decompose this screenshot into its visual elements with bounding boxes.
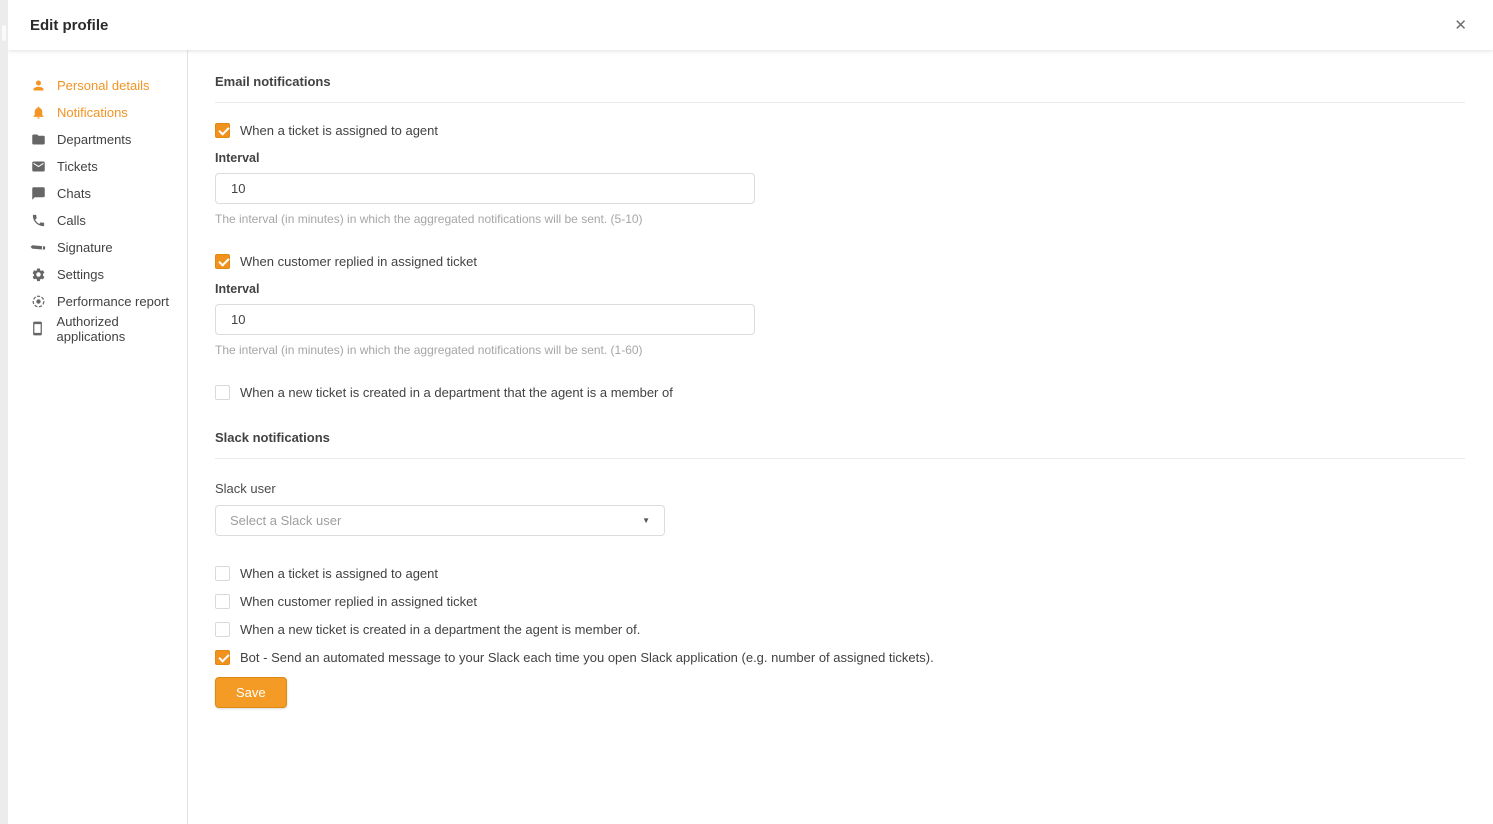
sidebar-item-label: Performance report — [57, 294, 169, 309]
folder-icon — [30, 132, 46, 148]
sidebar-item-label: Tickets — [57, 159, 98, 174]
interval-input-assigned[interactable] — [215, 173, 755, 204]
checkbox-row-email-ticket-assigned[interactable] — [215, 123, 1465, 138]
sidebar-item-notifications[interactable] — [8, 99, 187, 126]
target-icon — [30, 294, 46, 310]
dialog-header — [8, 0, 1493, 50]
checkbox-slack-bot-message[interactable] — [215, 650, 230, 665]
checkbox-row-email-new-ticket-department[interactable] — [215, 385, 1465, 400]
checkbox-row-slack-new-ticket-department[interactable] — [215, 622, 1465, 637]
interval-label: Interval — [215, 282, 260, 296]
interval-helper-text: The interval (in minutes) in which the aggregated notifications will be sent. (5-10) — [215, 212, 643, 226]
sidebar-item-settings[interactable] — [8, 261, 187, 288]
sidebar-item-personal-details[interactable] — [8, 72, 187, 99]
checkbox-row-email-customer-replied[interactable] — [215, 254, 1465, 269]
interval-input-replied[interactable] — [215, 304, 755, 335]
checkbox-label: When customer replied in assigned ticket — [240, 254, 478, 269]
bell-icon — [30, 105, 46, 121]
sidebar-item-signature[interactable] — [8, 234, 187, 261]
sidebar-item-label: Departments — [57, 132, 132, 147]
page-title: Edit profile — [30, 16, 109, 34]
sidebar-item-label: Personal details — [57, 78, 150, 93]
sidebar-item-tickets[interactable] — [8, 153, 187, 180]
checkbox-label: When a ticket is assigned to agent — [240, 566, 439, 581]
interval-label: Interval — [215, 151, 260, 165]
save-button[interactable]: Save — [215, 677, 287, 708]
checkbox-row-slack-ticket-assigned[interactable] — [215, 566, 1465, 581]
checkbox-email-new-ticket-department[interactable] — [215, 385, 230, 400]
chat-bubble-icon — [30, 186, 46, 202]
checkbox-row-slack-bot-message[interactable] — [215, 650, 1465, 665]
checkbox-slack-customer-replied[interactable] — [215, 594, 230, 609]
slack-user-select[interactable] — [215, 505, 665, 536]
chevron-down-icon: ▼ — [642, 516, 650, 525]
checkbox-label: When a new ticket is created in a department that the agent is a member of — [240, 385, 673, 400]
sidebar-item-label: Notifications — [57, 105, 128, 120]
sidebar-item-calls[interactable] — [8, 207, 187, 234]
checkbox-label: When customer replied in assigned ticket — [240, 594, 478, 609]
phone-icon — [30, 213, 46, 229]
sidebar-item-label: Chats — [57, 186, 91, 201]
checkbox-slack-new-ticket-department[interactable] — [215, 622, 230, 637]
checkbox-label: When a new ticket is created in a department the agent is member of. — [240, 622, 641, 637]
sidebar-item-performance-report[interactable] — [8, 288, 187, 315]
slack-user-label: Slack user — [215, 481, 276, 496]
notifications-panel — [188, 50, 1493, 824]
sidebar-item-chats[interactable] — [8, 180, 187, 207]
checkbox-email-ticket-assigned[interactable] — [215, 123, 230, 138]
email-notifications-heading: Email notifications — [215, 74, 1465, 103]
sidebar — [8, 50, 188, 824]
checkbox-row-slack-customer-replied[interactable] — [215, 594, 1465, 609]
edit-profile-dialog — [8, 0, 1493, 824]
sidebar-item-departments[interactable] — [8, 126, 187, 153]
sidebar-item-label: Signature — [57, 240, 113, 255]
interval-helper-text: The interval (in minutes) in which the aggregated notifications will be sent. (1-60) — [215, 343, 643, 357]
signature-pen-icon — [30, 240, 46, 256]
gear-icon — [30, 267, 46, 283]
sidebar-item-label: Settings — [57, 267, 104, 282]
checkbox-label: When a ticket is assigned to agent — [240, 123, 439, 138]
slack-user-placeholder: Select a Slack user — [230, 513, 342, 528]
scrollbar-thumb[interactable] — [2, 25, 6, 41]
sidebar-item-label: Authorized applications — [56, 313, 126, 344]
checkbox-slack-ticket-assigned[interactable] — [215, 566, 230, 581]
slack-notifications-heading: Slack notifications — [215, 430, 1465, 459]
mobile-icon — [30, 321, 46, 337]
sidebar-item-label: Calls — [57, 213, 86, 228]
person-icon — [30, 78, 46, 94]
window-edge-gutter — [0, 0, 8, 824]
checkbox-label: Bot - Send an automated message to your Slack each time you open Slack application (e.g. number of assigned tickets). — [240, 650, 934, 665]
sidebar-item-authorized-applications[interactable] — [8, 315, 187, 342]
checkbox-email-customer-replied[interactable] — [215, 254, 230, 269]
close-icon[interactable]: ✕ — [1454, 16, 1467, 34]
envelope-icon — [30, 159, 46, 175]
